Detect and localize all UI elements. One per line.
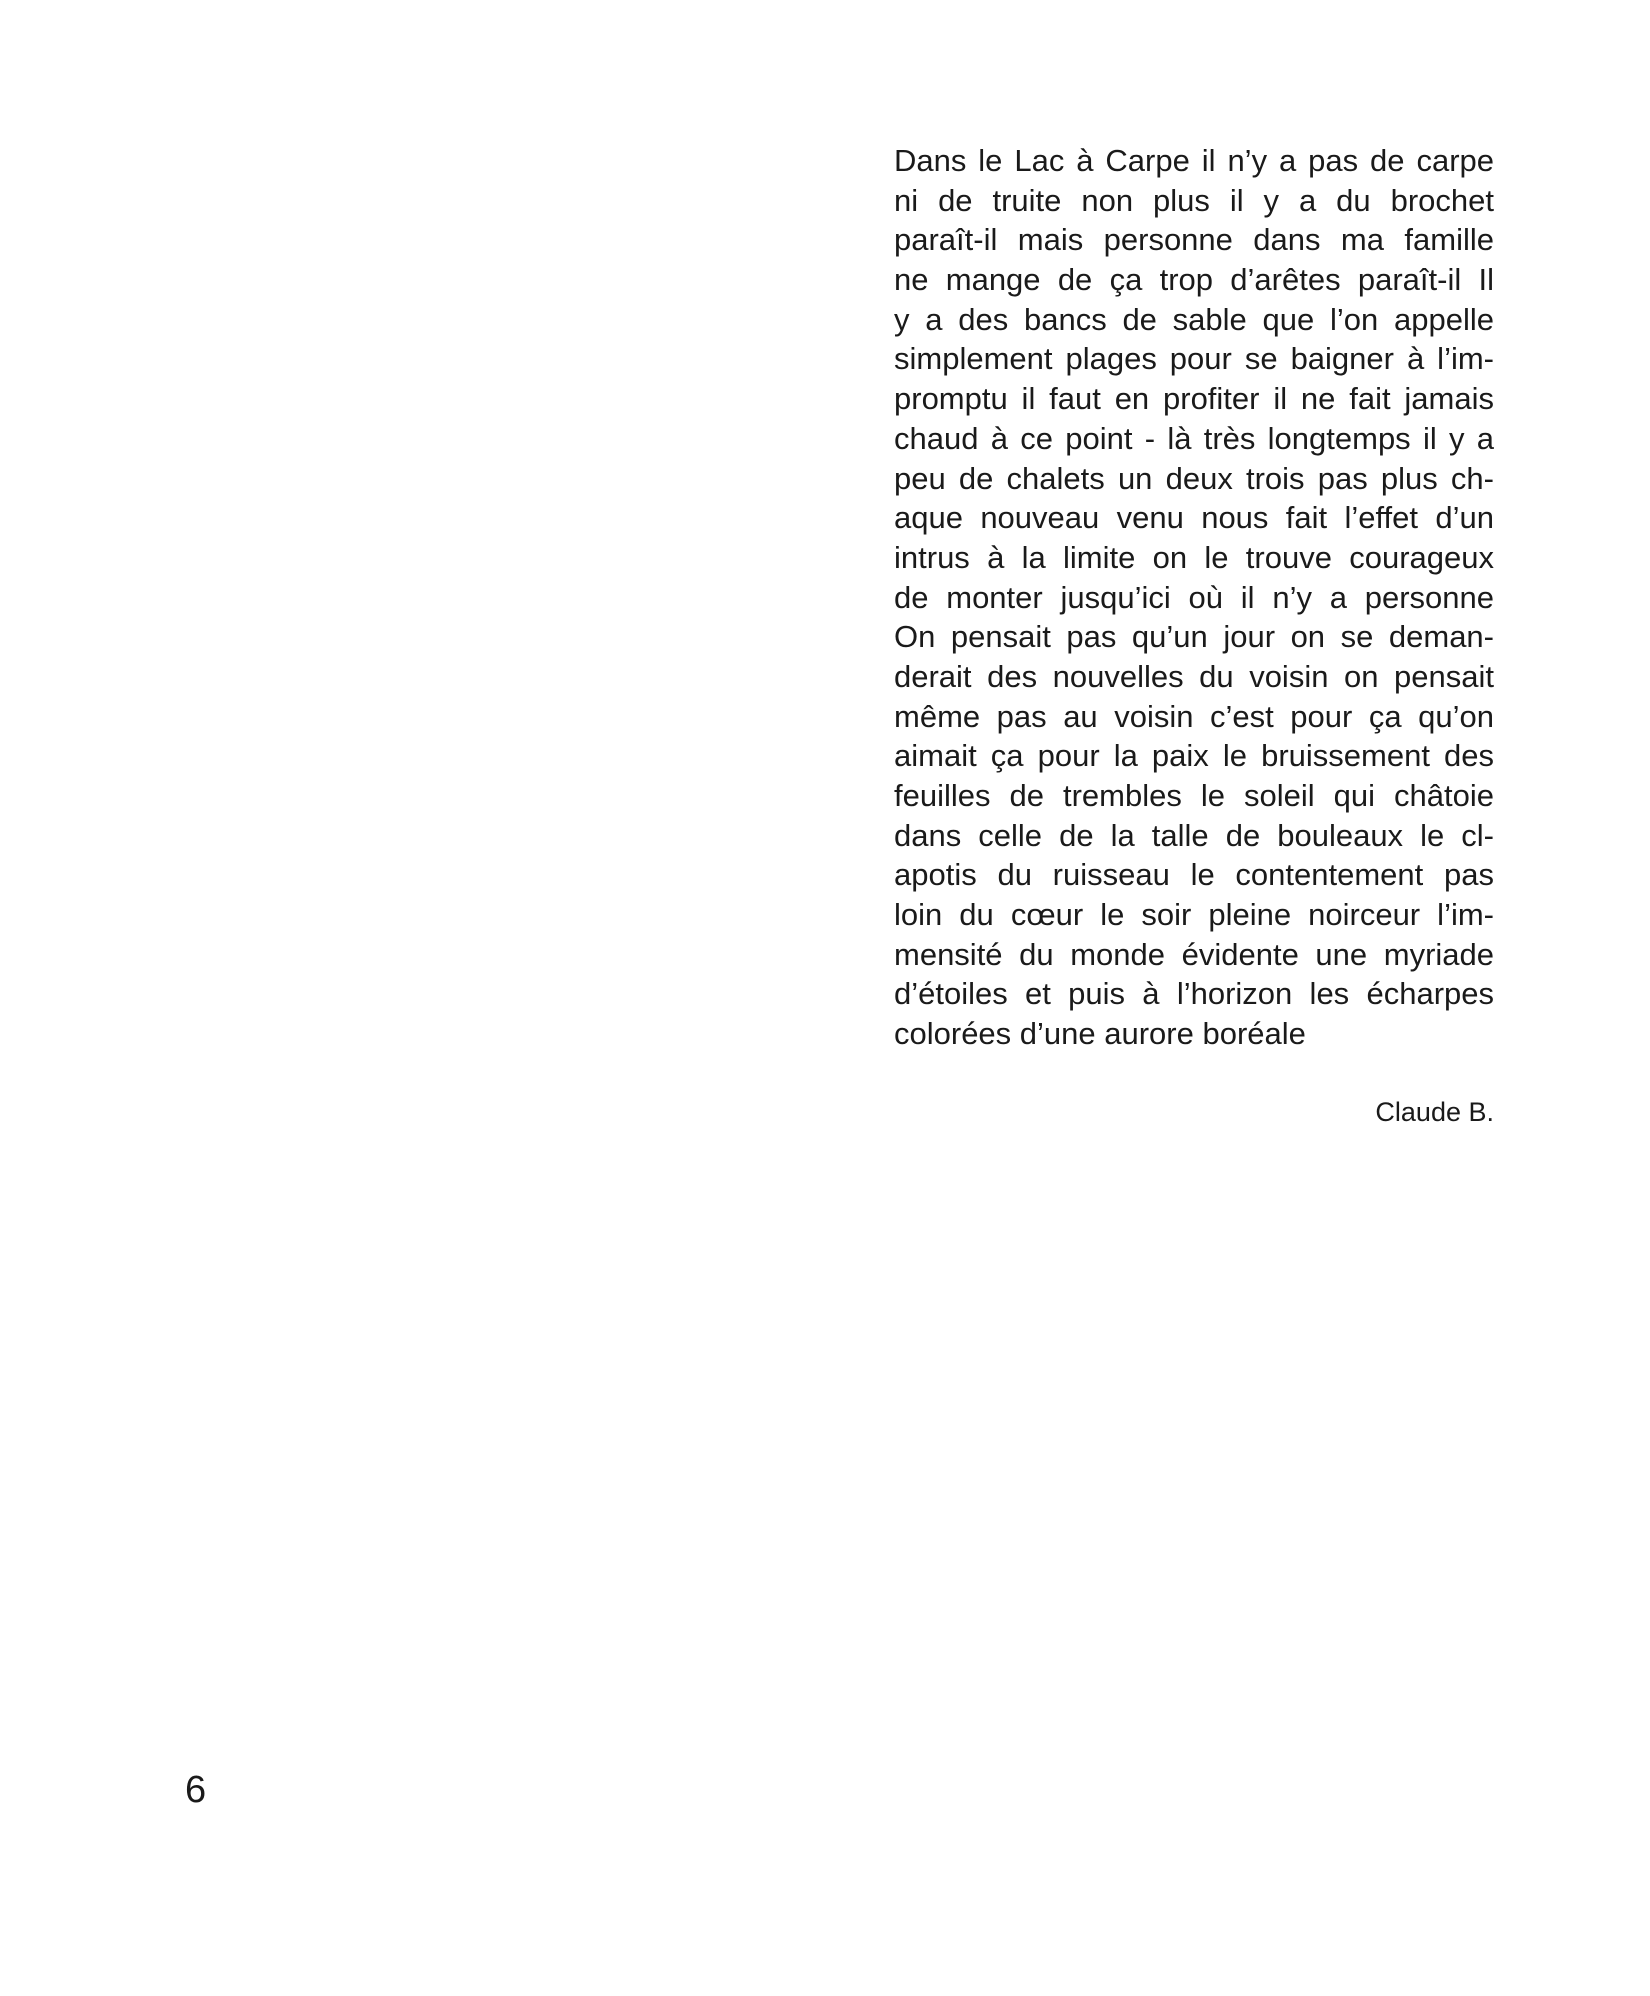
poem-line: simplement plages pour se baigner à l’im- <box>894 341 1494 377</box>
poem-line: loin du cœur le soir pleine noirceur l’im- <box>894 897 1494 933</box>
poem-line: colorées d’une aurore boréale <box>894 1016 1306 1052</box>
poem-line: y a des bancs de sable que l’on appelle <box>894 301 1494 337</box>
poem-line: On pensait pas qu’un jour on se deman- <box>894 619 1494 655</box>
poem-line: feuilles de trembles le soleil qui châtoie <box>894 778 1494 813</box>
poem-line: peu de chalets un deux trois pas plus ch- <box>894 460 1494 496</box>
author-signature: Claude B. <box>1375 1097 1494 1127</box>
poem-line: ni de truite non plus il y a du brochet <box>894 182 1494 218</box>
poem-line: même pas au voisin c’est pour ça qu’on <box>894 698 1494 734</box>
poem-line: intrus à la limite on le trouve courageux <box>894 539 1494 575</box>
poem-line: dans celle de la talle de bouleaux le cl- <box>894 817 1494 853</box>
poem-line: ne mange de ça trop d’arêtes paraît-il Il <box>894 262 1494 298</box>
poem-line: derait des nouvelles du voisin on pensait <box>894 658 1494 694</box>
poem-line: mensité du monde évidente une myriade <box>894 936 1494 972</box>
poem-line: promptu il faut en profiter il ne fait jamais <box>894 381 1494 417</box>
poem-line: aimait ça pour la paix le bruissement des <box>894 738 1494 774</box>
poem-text <box>894 141 1494 1054</box>
poem-line: de monter jusqu’ici où il n’y a personne <box>894 579 1494 615</box>
poem-line: apotis du ruisseau le contentement pas <box>894 857 1494 893</box>
poem-line: Dans le Lac à Carpe il n’y a pas de carpe <box>894 143 1494 178</box>
page-number: 6 <box>185 1769 207 1811</box>
poem-line: paraît-il mais personne dans ma famille <box>894 222 1494 258</box>
poem-line: chaud à ce point - là très longtemps il y a <box>894 420 1494 456</box>
poem-line: aque nouveau venu nous fait l’effet d’un <box>894 500 1494 536</box>
poem-line: d’étoiles et puis à l’horizon les écharpes <box>894 976 1494 1012</box>
